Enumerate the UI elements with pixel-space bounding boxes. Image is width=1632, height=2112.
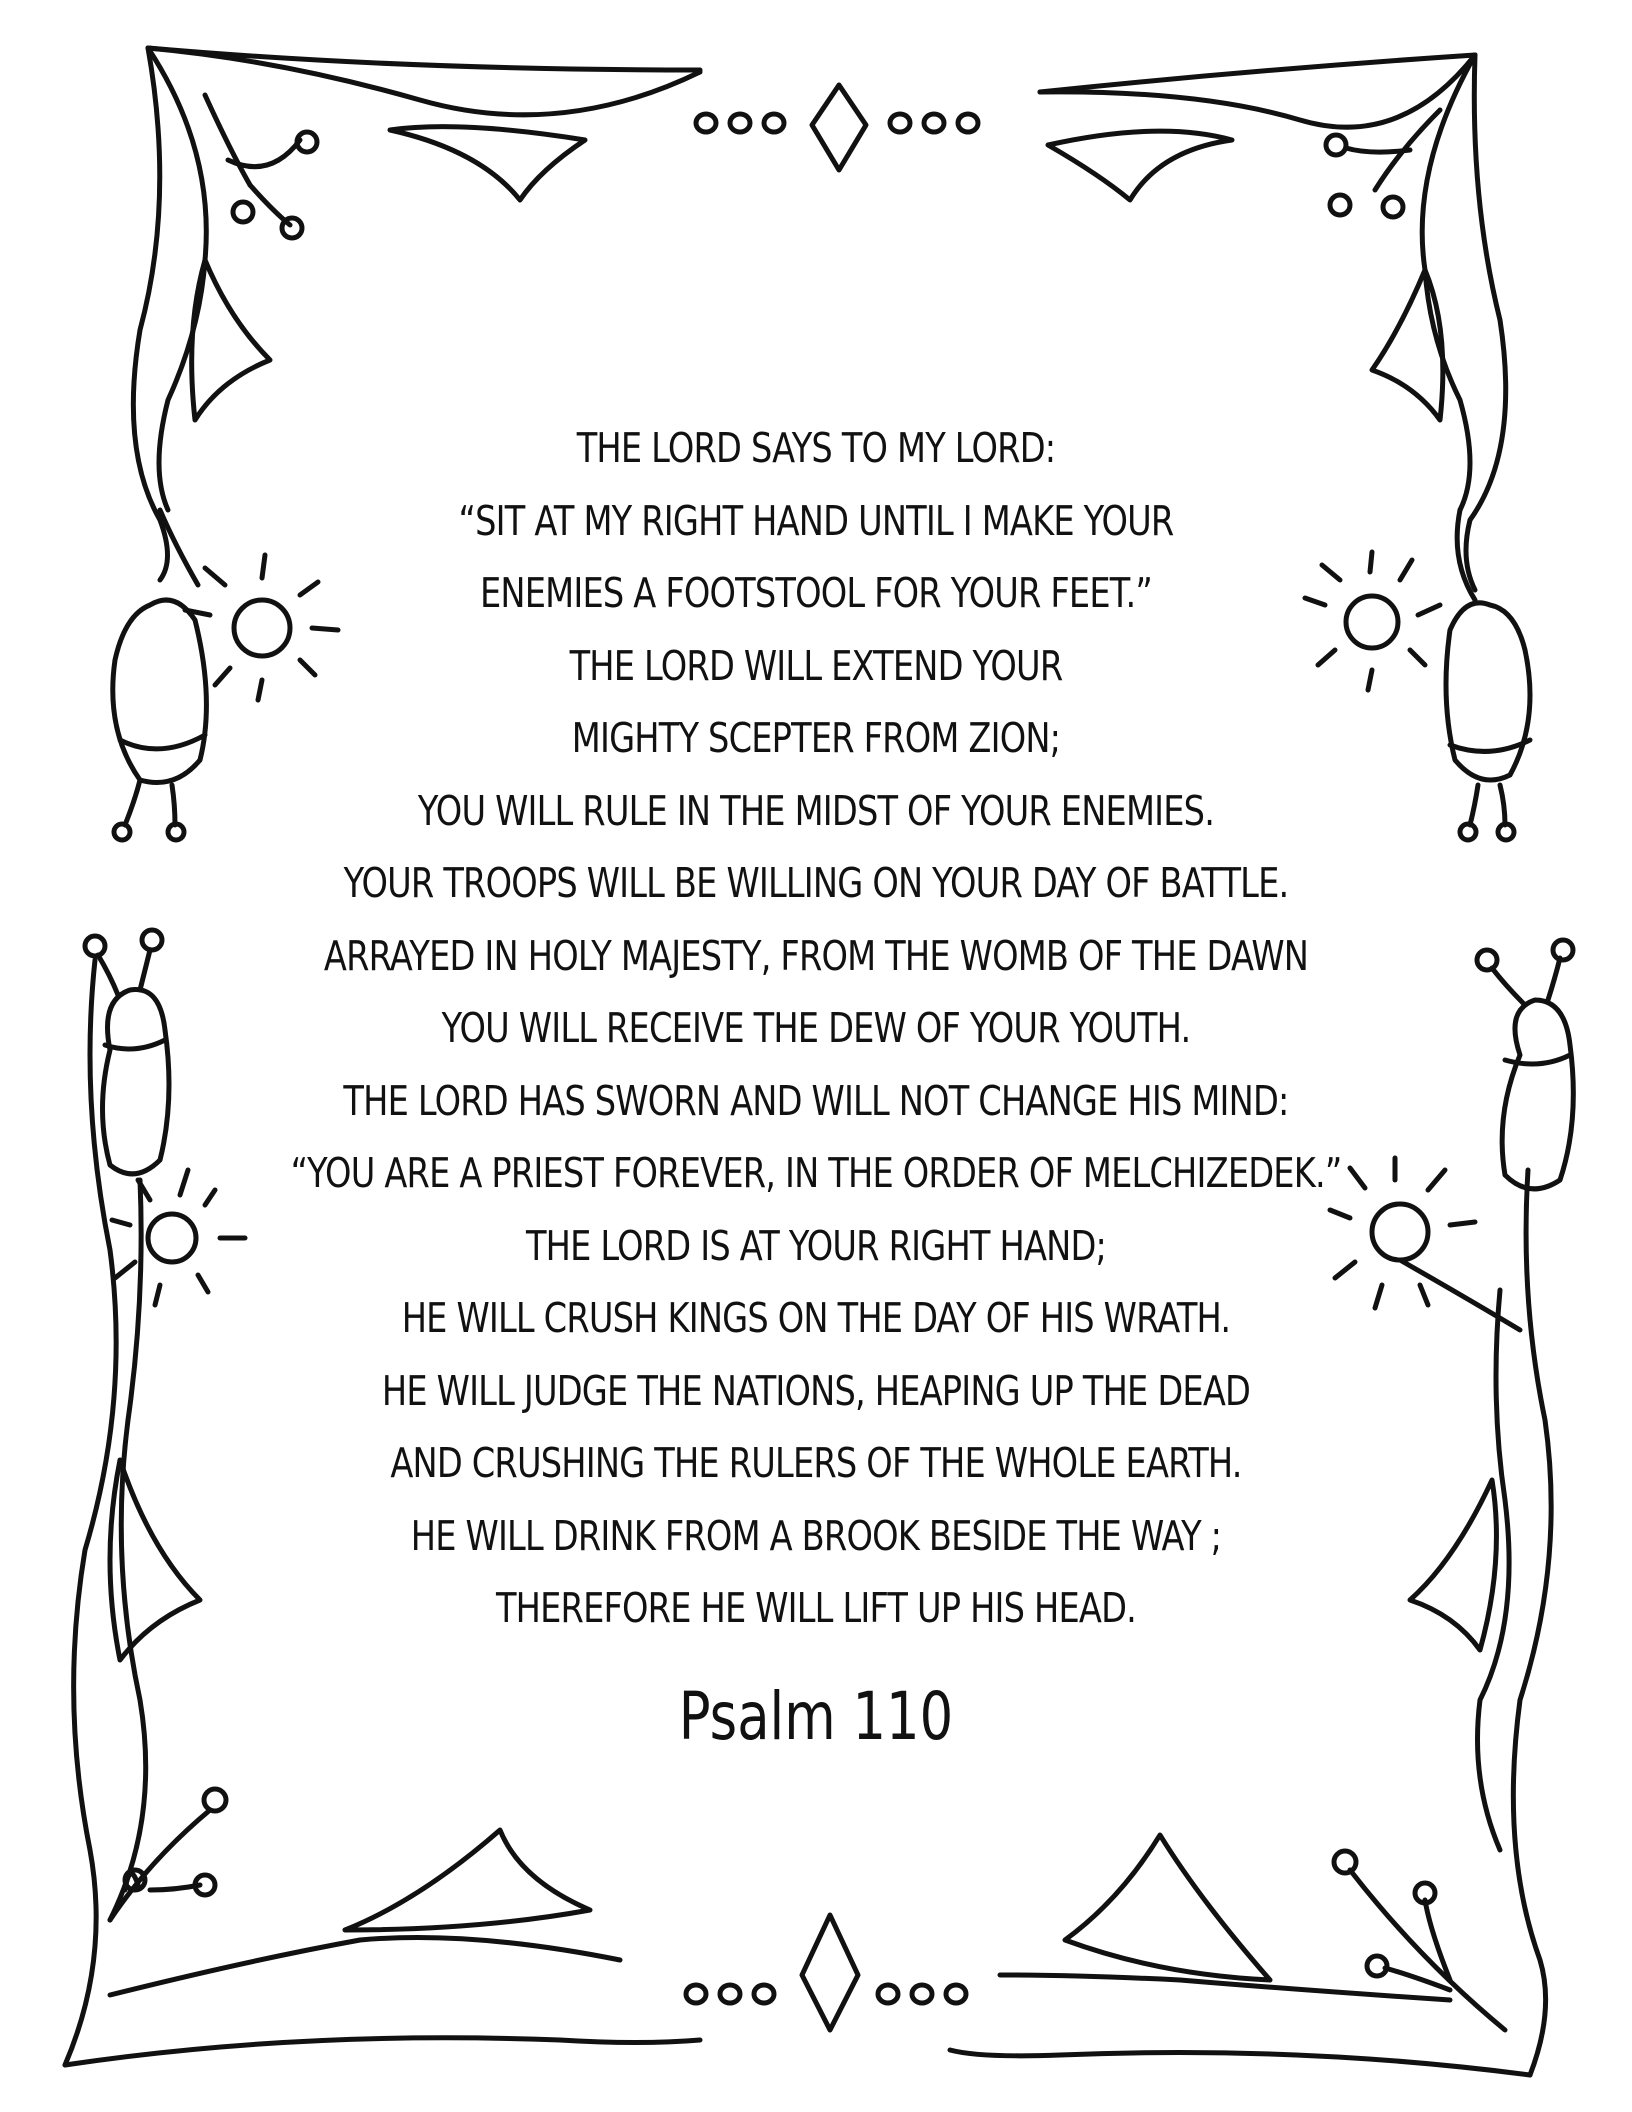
bottom-left-border-stroke <box>65 2038 700 2065</box>
verse-line: “SIT AT MY RIGHT HAND UNTIL I MAKE YOUR <box>458 496 1174 545</box>
top-dot-icon <box>890 114 910 132</box>
berry-icon <box>1383 197 1403 217</box>
verse-line: YOU WILL RECEIVE THE DEW OF YOUR YOUTH. <box>441 1004 1191 1052</box>
psalm-verse-block <box>0 412 1632 1645</box>
left-upper-branch-3 <box>250 185 290 225</box>
verse-line: THE LORD WILL EXTEND YOUR <box>569 641 1063 690</box>
verse-line: HE WILL CRUSH KINGS ON THE DAY OF HIS WRATH. <box>401 1294 1231 1342</box>
top-diamond-icon <box>812 85 866 170</box>
top-right-leaf-icon <box>1048 131 1232 200</box>
verse-line: THEREFORE HE WILL LIFT UP HIS HEAD. <box>495 1584 1137 1632</box>
verse-line: AND CRUSHING THE RULERS OF THE WHOLE EARTH. <box>390 1439 1242 1487</box>
psalm-reference: Psalm 110 <box>678 1678 954 1755</box>
berry-icon <box>1330 195 1350 215</box>
top-dot-icon <box>924 114 944 132</box>
bottom-dot-icon <box>912 1985 932 2003</box>
top-left-leaf-icon <box>390 127 585 200</box>
bottom-diamond-icon <box>802 1915 858 2030</box>
top-right-border-stroke-2 <box>1040 55 1475 127</box>
bottom-left-leaf-icon <box>345 1830 590 1930</box>
right-upper-leaf-icon <box>1372 270 1443 420</box>
bottom-right-border-stroke <box>950 2050 1530 2075</box>
top-left-border-stroke-2 <box>148 48 700 115</box>
verse-line: ARRAYED IN HOLY MAJESTY, FROM THE WOMB OF THE DAWN <box>323 931 1309 980</box>
bottom-left-border-stroke-2 <box>110 1938 620 1996</box>
left-upper-branch-2 <box>228 140 300 167</box>
verse-line: YOUR TROOPS WILL BE WILLING ON YOUR DAY OF BATTLE. <box>343 859 1289 907</box>
left-bottom-branch-3 <box>150 1885 200 1890</box>
berry-icon <box>233 202 253 222</box>
top-dot-icon <box>764 114 784 132</box>
right-bottom-branch <box>1350 1870 1505 2030</box>
verse-line: MIGHTY SCEPTER FROM ZION; <box>571 714 1061 762</box>
bottom-dot-icon <box>946 1985 966 2003</box>
right-upper-branch-2 <box>1346 148 1410 152</box>
verse-line: HE WILL JUDGE THE NATIONS, HEAPING UP THE DEAD <box>381 1366 1251 1415</box>
bottom-dot-icon <box>686 1985 706 2003</box>
top-right-border-stroke <box>1040 55 1475 92</box>
verse-line: THE LORD SAYS TO MY LORD: <box>576 424 1056 472</box>
verse-line: THE LORD HAS SWORN AND WILL NOT CHANGE HIS MIND: <box>343 1076 1289 1125</box>
top-dot-icon <box>696 114 716 132</box>
berry-icon <box>1334 1851 1356 1873</box>
bottom-dot-icon <box>754 1985 774 2003</box>
bottom-right-leaf-icon <box>1065 1835 1270 1980</box>
bottom-dot-icon <box>720 1985 740 2003</box>
top-dot-icon <box>958 114 978 132</box>
verse-line: YOU WILL RULE IN THE MIDST OF YOUR ENEMIES. <box>417 786 1215 835</box>
berry-icon <box>1326 135 1346 155</box>
verse-line: “YOU ARE A PRIEST FOREVER, IN THE ORDER OF MELCHIZEDEK.” <box>290 1149 1342 1197</box>
verse-line: HE WILL DRINK FROM A BROOK BESIDE THE WAY ; <box>410 1511 1222 1560</box>
berry-icon <box>204 1789 226 1811</box>
verse-line: THE LORD IS AT YOUR RIGHT HAND; <box>525 1221 1107 1270</box>
left-upper-branch <box>205 95 250 185</box>
top-dot-icon <box>730 114 750 132</box>
bottom-dot-icon <box>878 1985 898 2003</box>
left-bottom-branch <box>110 1810 210 1920</box>
verse-line: ENEMIES A FOOTSTOOL FOR YOUR FEET.” <box>480 569 1152 617</box>
